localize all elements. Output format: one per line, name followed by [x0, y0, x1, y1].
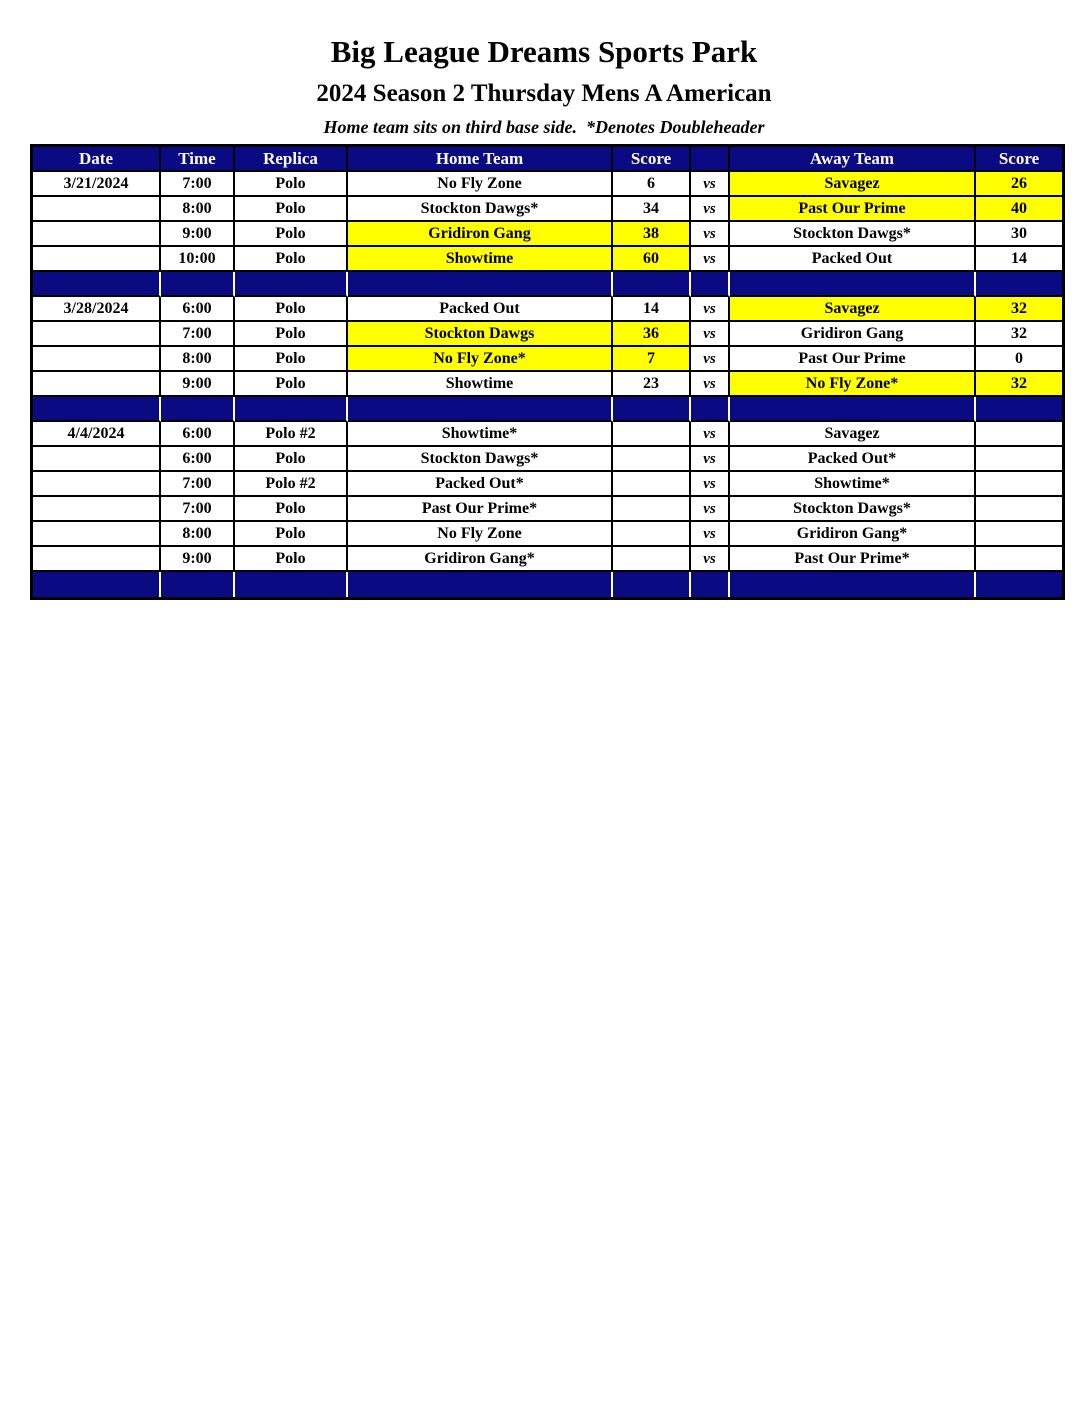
replica-cell: Polo: [235, 172, 348, 197]
separator-cell: [33, 272, 161, 297]
separator-cell: [613, 397, 691, 422]
time-cell: 6:00: [161, 422, 235, 447]
vs-cell: vs: [691, 297, 730, 322]
time-cell: 7:00: [161, 497, 235, 522]
separator-cell: [235, 572, 348, 597]
game-row: [33, 197, 1062, 222]
vs-cell: vs: [691, 347, 730, 372]
home-score-cell: 23: [613, 372, 691, 397]
replica-cell: Polo: [235, 222, 348, 247]
home-score-cell: [613, 497, 691, 522]
away-score-cell: 0: [976, 347, 1062, 372]
away-team-cell: No Fly Zone*: [730, 372, 976, 397]
away-score-cell: [976, 497, 1062, 522]
separator-cell: [691, 397, 730, 422]
away-team-cell: Gridiron Gang*: [730, 522, 976, 547]
separator-row: [33, 397, 1062, 422]
column-header-date: Date: [33, 147, 161, 172]
away-score-cell: 32: [976, 322, 1062, 347]
away-team-cell: Past Our Prime: [730, 197, 976, 222]
time-cell: 8:00: [161, 347, 235, 372]
separator-row: [33, 572, 1062, 597]
home-score-cell: [613, 447, 691, 472]
home-score-cell: 36: [613, 322, 691, 347]
home-team-cell: Stockton Dawgs*: [348, 447, 613, 472]
game-row: [33, 172, 1062, 197]
game-row: [33, 322, 1062, 347]
home-score-cell: 60: [613, 247, 691, 272]
home-team-cell: Past Our Prime*: [348, 497, 613, 522]
away-score-cell: 30: [976, 222, 1062, 247]
home-team-cell: Packed Out*: [348, 472, 613, 497]
away-score-cell: [976, 472, 1062, 497]
game-row: [33, 222, 1062, 247]
replica-cell: Polo #2: [235, 422, 348, 447]
home-score-cell: [613, 422, 691, 447]
home-score-cell: 14: [613, 297, 691, 322]
replica-cell: Polo: [235, 447, 348, 472]
home-score-cell: 7: [613, 347, 691, 372]
replica-cell: Polo: [235, 522, 348, 547]
vs-cell: vs: [691, 422, 730, 447]
separator-cell: [33, 397, 161, 422]
date-cell: 4/4/2024: [33, 422, 161, 447]
away-score-cell: 14: [976, 247, 1062, 272]
home-team-cell: Showtime: [348, 372, 613, 397]
away-team-cell: Past Our Prime*: [730, 547, 976, 572]
time-cell: 6:00: [161, 447, 235, 472]
replica-cell: Polo: [235, 197, 348, 222]
away-team-cell: Packed Out*: [730, 447, 976, 472]
time-cell: 7:00: [161, 172, 235, 197]
game-row: [33, 422, 1062, 447]
schedule-body: [33, 172, 1062, 597]
page-note: Home team sits on third base side. *Denotes Doubleheader: [323, 117, 765, 137]
separator-cell: [348, 397, 613, 422]
date-cell: [33, 247, 161, 272]
game-row: [33, 372, 1062, 397]
away-score-cell: [976, 547, 1062, 572]
away-team-cell: Savagez: [730, 172, 976, 197]
home-team-cell: Packed Out: [348, 297, 613, 322]
replica-cell: Polo: [235, 497, 348, 522]
game-row: [33, 297, 1062, 322]
column-header-score: Score: [976, 147, 1062, 172]
date-cell: [33, 372, 161, 397]
date-cell: 3/28/2024: [33, 297, 161, 322]
home-score-cell: [613, 472, 691, 497]
column-header-away-team: Away Team: [730, 147, 976, 172]
separator-cell: [730, 572, 976, 597]
date-cell: [33, 347, 161, 372]
away-team-cell: Showtime*: [730, 472, 976, 497]
time-cell: 7:00: [161, 472, 235, 497]
vs-cell: vs: [691, 172, 730, 197]
separator-cell: [976, 272, 1062, 297]
home-team-cell: Gridiron Gang*: [348, 547, 613, 572]
home-team-cell: Showtime: [348, 247, 613, 272]
away-team-cell: Past Our Prime: [730, 347, 976, 372]
date-cell: [33, 497, 161, 522]
away-score-cell: [976, 422, 1062, 447]
separator-cell: [161, 572, 235, 597]
away-team-cell: Stockton Dawgs*: [730, 222, 976, 247]
time-cell: 9:00: [161, 372, 235, 397]
home-team-cell: No Fly Zone: [348, 172, 613, 197]
replica-cell: Polo #2: [235, 472, 348, 497]
home-score-cell: 38: [613, 222, 691, 247]
away-team-cell: Savagez: [730, 297, 976, 322]
separator-cell: [613, 572, 691, 597]
date-cell: [33, 222, 161, 247]
time-cell: 9:00: [161, 222, 235, 247]
home-score-cell: 6: [613, 172, 691, 197]
game-row: [33, 247, 1062, 272]
date-cell: [33, 522, 161, 547]
away-score-cell: 32: [976, 372, 1062, 397]
replica-cell: Polo: [235, 247, 348, 272]
replica-cell: Polo: [235, 297, 348, 322]
time-cell: 6:00: [161, 297, 235, 322]
game-row: [33, 347, 1062, 372]
game-row: [33, 547, 1062, 572]
home-team-cell: No Fly Zone: [348, 522, 613, 547]
home-score-cell: 34: [613, 197, 691, 222]
date-cell: [33, 197, 161, 222]
replica-cell: Polo: [235, 347, 348, 372]
replica-cell: Polo: [235, 372, 348, 397]
separator-cell: [730, 397, 976, 422]
away-score-cell: 40: [976, 197, 1062, 222]
date-cell: [33, 322, 161, 347]
column-header-time: Time: [161, 147, 235, 172]
vs-cell: vs: [691, 197, 730, 222]
date-cell: [33, 547, 161, 572]
home-team-cell: Stockton Dawgs: [348, 322, 613, 347]
date-cell: [33, 447, 161, 472]
game-row: [33, 447, 1062, 472]
home-score-cell: [613, 522, 691, 547]
time-cell: 8:00: [161, 197, 235, 222]
separator-cell: [691, 272, 730, 297]
home-team-cell: Gridiron Gang: [348, 222, 613, 247]
header-row: [33, 147, 1062, 172]
separator-cell: [730, 272, 976, 297]
separator-cell: [691, 572, 730, 597]
away-team-cell: Stockton Dawgs*: [730, 497, 976, 522]
separator-cell: [976, 572, 1062, 597]
separator-cell: [235, 272, 348, 297]
separator-cell: [161, 272, 235, 297]
vs-cell: vs: [691, 447, 730, 472]
replica-cell: Polo: [235, 322, 348, 347]
time-cell: 10:00: [161, 247, 235, 272]
vs-cell: vs: [691, 222, 730, 247]
game-row: [33, 497, 1062, 522]
game-row: [33, 472, 1062, 497]
away-team-cell: Savagez: [730, 422, 976, 447]
separator-cell: [161, 397, 235, 422]
page-subtitle: 2024 Season 2 Thursday Mens A American: [316, 80, 772, 107]
vs-cell: vs: [691, 472, 730, 497]
separator-cell: [33, 572, 161, 597]
vs-cell: vs: [691, 547, 730, 572]
date-cell: [33, 472, 161, 497]
vs-cell: vs: [691, 522, 730, 547]
page-title: Big League Dreams Sports Park: [330, 34, 758, 69]
separator-cell: [976, 397, 1062, 422]
separator-cell: [235, 397, 348, 422]
schedule-table: [30, 144, 1065, 600]
replica-cell: Polo: [235, 547, 348, 572]
separator-cell: [348, 572, 613, 597]
away-score-cell: 32: [976, 297, 1062, 322]
date-cell: 3/21/2024: [33, 172, 161, 197]
away-score-cell: [976, 522, 1062, 547]
game-row: [33, 522, 1062, 547]
column-header-home-team: Home Team: [348, 147, 613, 172]
home-team-cell: Stockton Dawgs*: [348, 197, 613, 222]
time-cell: 7:00: [161, 322, 235, 347]
vs-cell: vs: [691, 322, 730, 347]
home-team-cell: Showtime*: [348, 422, 613, 447]
column-header-replica: Replica: [235, 147, 348, 172]
home-team-cell: No Fly Zone*: [348, 347, 613, 372]
column-header-score: Score: [613, 147, 691, 172]
vs-cell: vs: [691, 497, 730, 522]
away-team-cell: Packed Out: [730, 247, 976, 272]
column-header-vs-spacer: [691, 147, 730, 172]
separator-cell: [348, 272, 613, 297]
time-cell: 9:00: [161, 547, 235, 572]
separator-cell: [613, 272, 691, 297]
away-score-cell: [976, 447, 1062, 472]
separator-row: [33, 272, 1062, 297]
vs-cell: vs: [691, 372, 730, 397]
time-cell: 8:00: [161, 522, 235, 547]
away-team-cell: Gridiron Gang: [730, 322, 976, 347]
away-score-cell: 26: [976, 172, 1062, 197]
home-score-cell: [613, 547, 691, 572]
vs-cell: vs: [691, 247, 730, 272]
